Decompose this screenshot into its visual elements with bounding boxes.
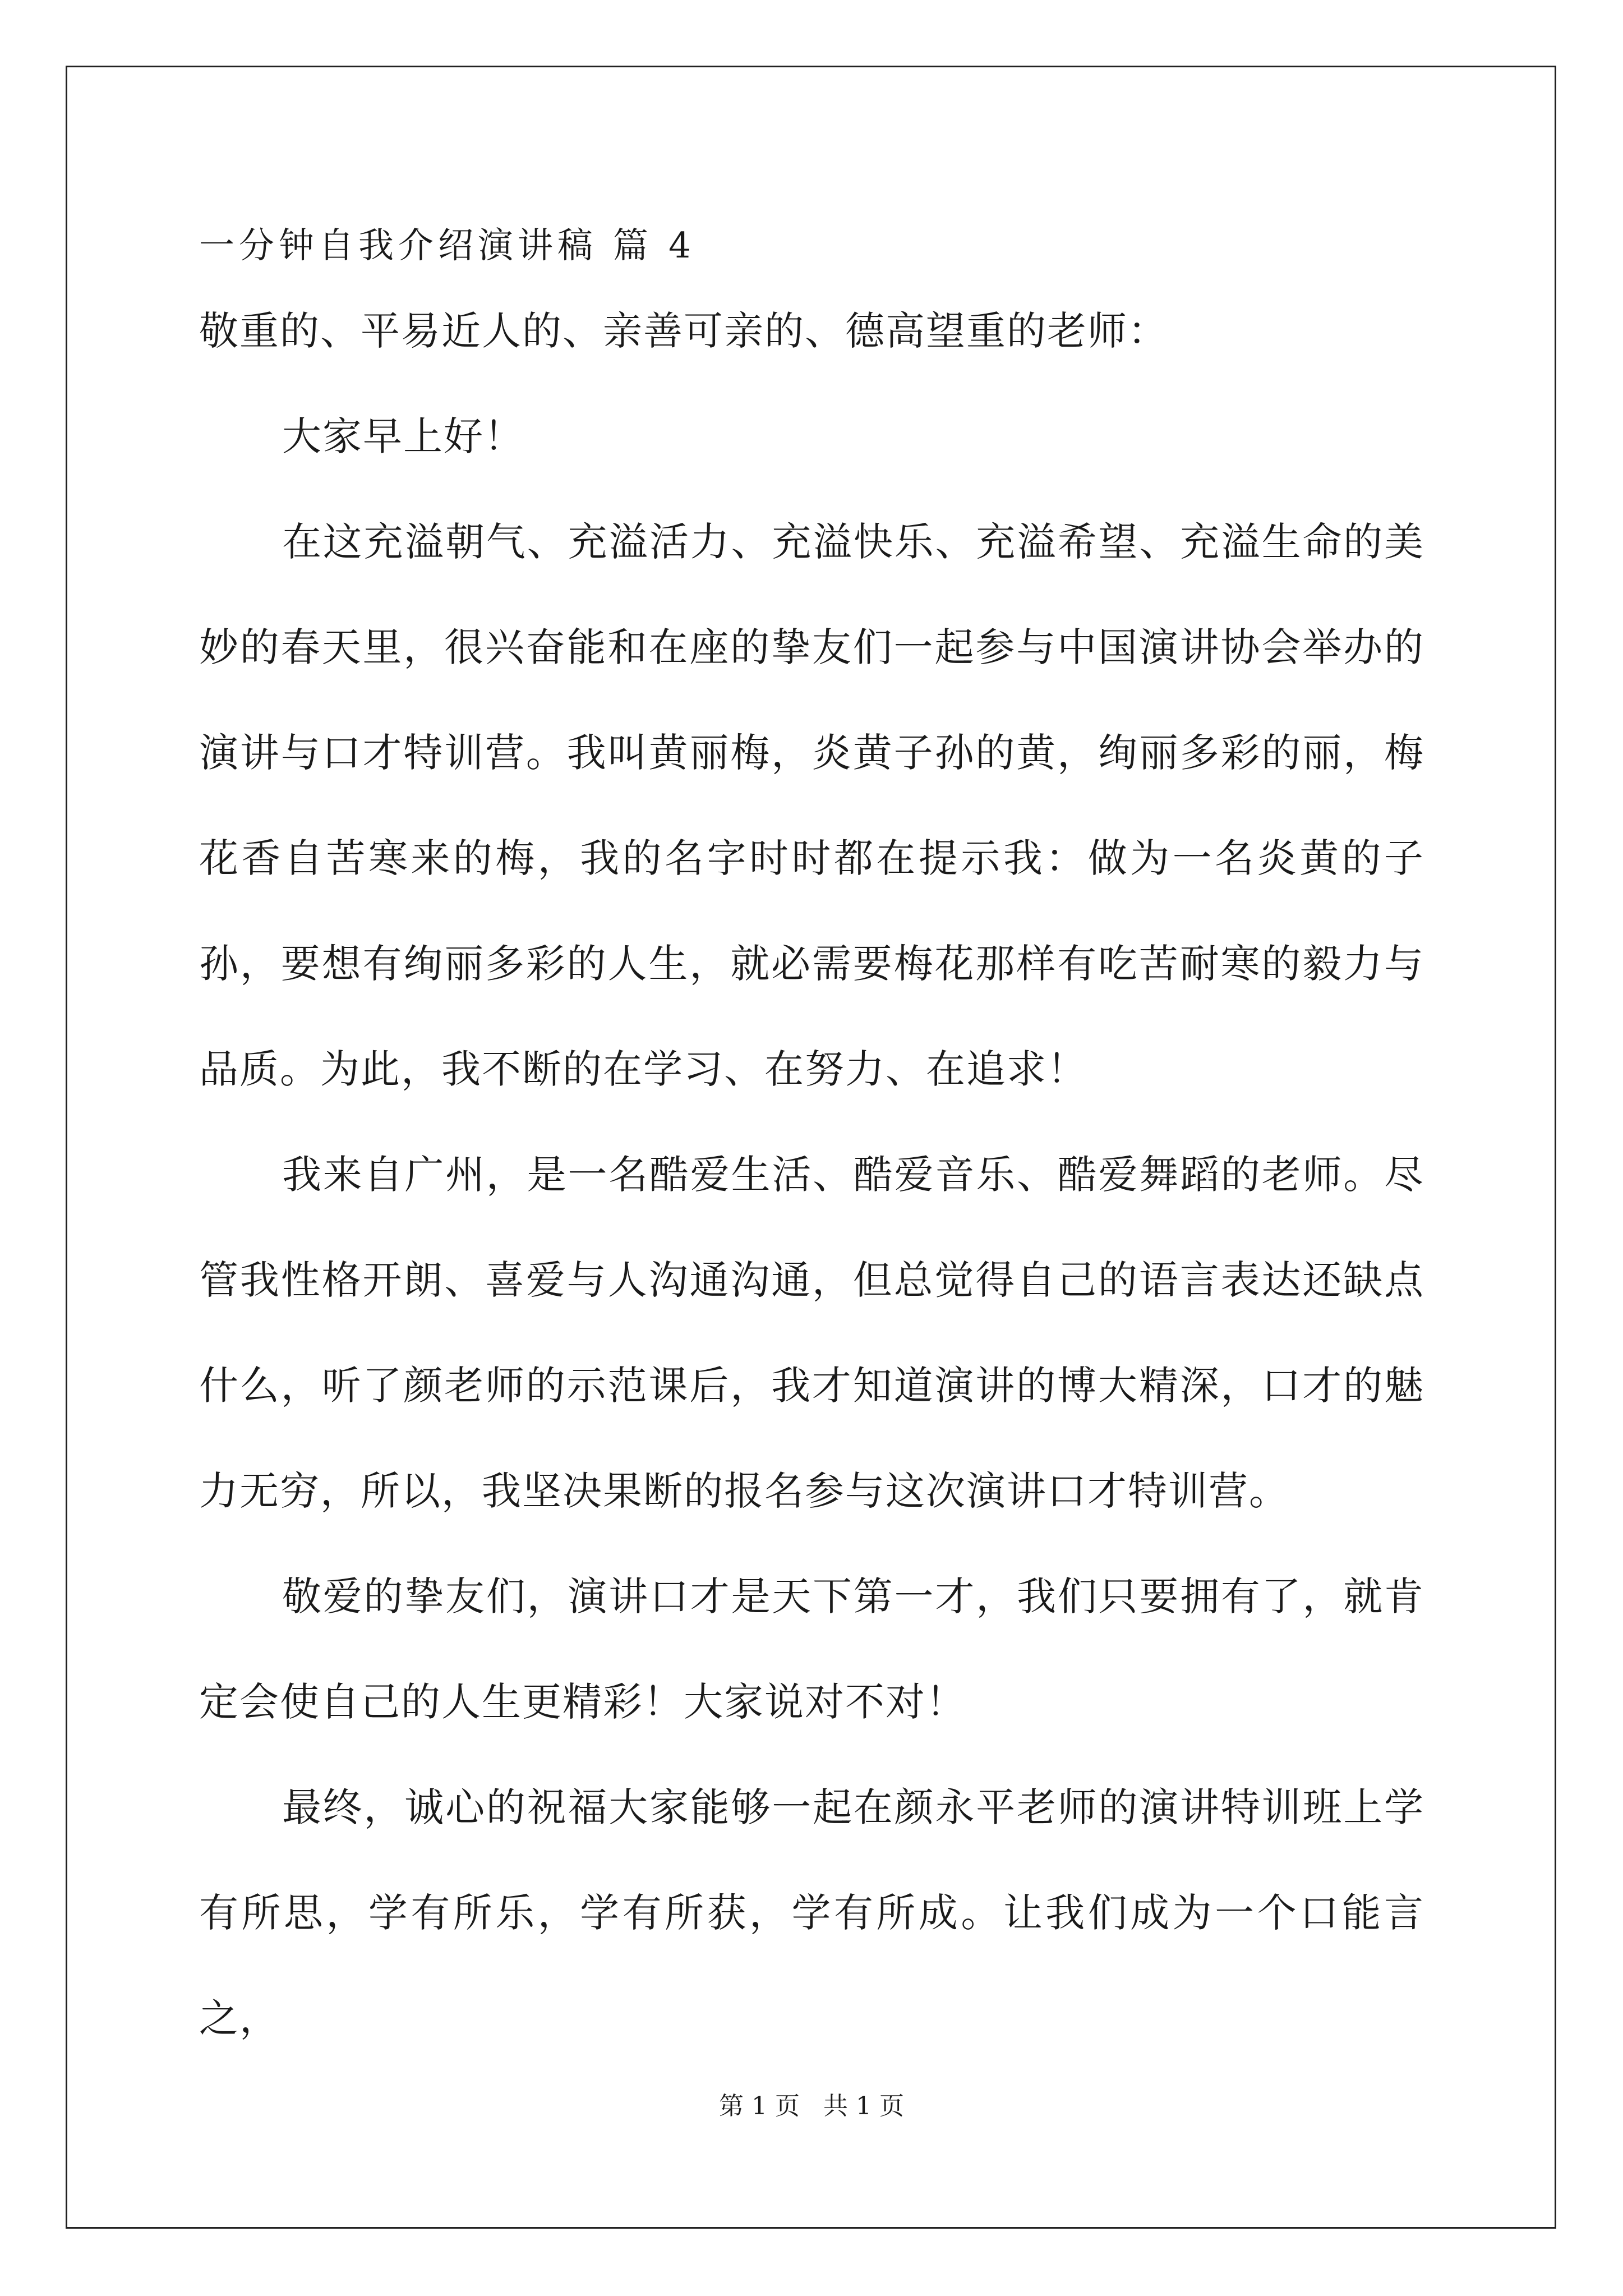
paragraph-introduction: 在这充溢朝气、充溢活力、充溢快乐、充溢希望、充溢生命的美妙的春天里，很兴奋能和在座的挚友们一起参与中国演讲协会举办的演讲与口才特训营。我叫黄丽梅，炎黄子孙的黄，绚丽多彩的丽，梅花香自苦寒来的梅，我的名字时时都在提示我：做为一名炎黄的子孙，要想有绚丽多彩的人生，就必需要梅花那样有吃苦耐寒的毅力与品质。为此，我不断的在学习、在努力、在追求！: [199, 519, 1424, 1092]
paragraph-background: 我来自广州，是一名酷爱生活、酷爱音乐、酷爱舞蹈的老师。尽管我性格开朗、喜爱与人沟通沟通，但总觉得自己的语言表达还缺点什么，听了颜老师的示范课后，我才知道演讲的博大精深，口才的魅力无穷，所以，我坚决果断的报名参与这次演讲口才特训营。: [199, 1152, 1424, 1514]
paragraph-appeal: 敬爱的挚友们，演讲口才是天下第一才，我们只要拥有了，就肯定会使自己的人生更精彩！大家说对不对！: [199, 1573, 1424, 1725]
document-title: 一分钟自我介绍演讲稿 篇 4: [199, 225, 696, 266]
page-number-footer: 第 1 页 共 1 页: [719, 2092, 904, 2120]
document-body: [199, 219, 1424, 2071]
salutation: 敬重的、平易近人的、亲善可亲的、德高望重的老师：: [199, 308, 1168, 354]
paragraph-greeting: 大家早上好！: [282, 413, 524, 459]
paragraph-closing: 最终，诚心的祝福大家能够一起在颜永平老师的演讲特训班上学有所思，学有所乐，学有所获，学有所成。让我们成为一个口能言之，: [199, 1784, 1424, 2041]
